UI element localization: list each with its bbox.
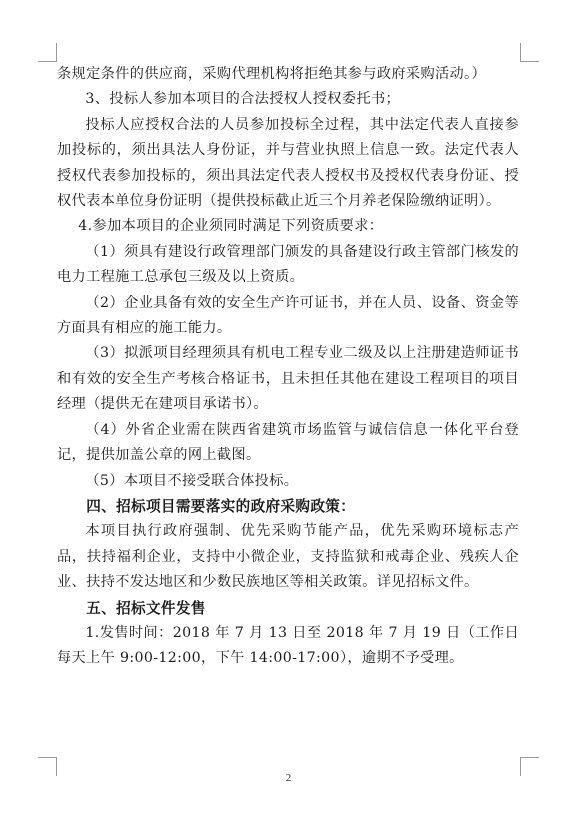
- paragraph-requirement-3: （3）拟派项目经理须具有机电工程专业二级及以上注册建造师证书和有效的安全生产考核合格证书，且未担任其他在建设工程项目的项目经理（提供无在建项目承诺书）。: [57, 345, 519, 413]
- paragraph-requirement-2: （2）企业具备有效的安全生产许可证书，并在人员、设备、资金等方面具有相应的施工能力。: [57, 294, 519, 337]
- paragraph-requirement-5: （5）本项目不接受联合体投标。: [85, 472, 299, 489]
- section-heading-sale: 五、招标文件发售: [86, 599, 206, 617]
- page-number: 2: [285, 772, 292, 784]
- paragraph-authorization-details: 投标人应授权合法的人员参加投标全过程，其中法定代表人直接参加投标的，须出具法人身份证，并与营业执照上信息一致。法定代表人授权代表参加投标的，须出具法定代表人授权书及授权代表身份证、授权代表本单位身份证明（提供投标截止近三个月养老保险缴纳证明）。: [57, 116, 519, 210]
- paragraph-item-3-title: 3、投标人参加本项目的合法授权人授权委托书；: [85, 91, 401, 108]
- document-body: [57, 62, 519, 672]
- crop-mark-top-right: [520, 43, 539, 62]
- paragraph-requirement-1: （1）须具有建设行政管理部门颁发的具备建设行政主管部门核发的电力工程施工总承包三级及以上资质。: [57, 243, 519, 286]
- paragraph-item-4-title: 4.参加本项目的企业须同时满足下列资质要求：: [78, 218, 384, 235]
- paragraph-policy-details: 本项目执行政府强制、优先采购节能产品，优先采购环境标志产品，扶持福利企业，支持中小微企业，支持监狱和戒毒企业、残疾人企业、扶持不发达地区和少数民族地区等相关政策。详见招标文件。: [57, 523, 519, 591]
- paragraph-sale-time: 1.发售时间：2018 年 7 月 13 日至 2018 年 7 月 19 日（工作日每天上午 9:00-12:00，下午 14:00-17:00），逾期不予受理。: [57, 624, 519, 667]
- crop-mark-top-left: [38, 43, 57, 62]
- paragraph-requirement-4: （4）外省企业需在陕西省建筑市场监管与诚信信息一体化平台登记，提供加盖公章的网上截图。: [57, 421, 519, 464]
- section-heading-policy: 四、招标项目需要落实的政府采购政策：: [86, 497, 356, 515]
- paragraph-supplier-clause: 条规定条件的供应商，采购代理机构将拒绝其参与政府采购活动。）: [57, 66, 487, 82]
